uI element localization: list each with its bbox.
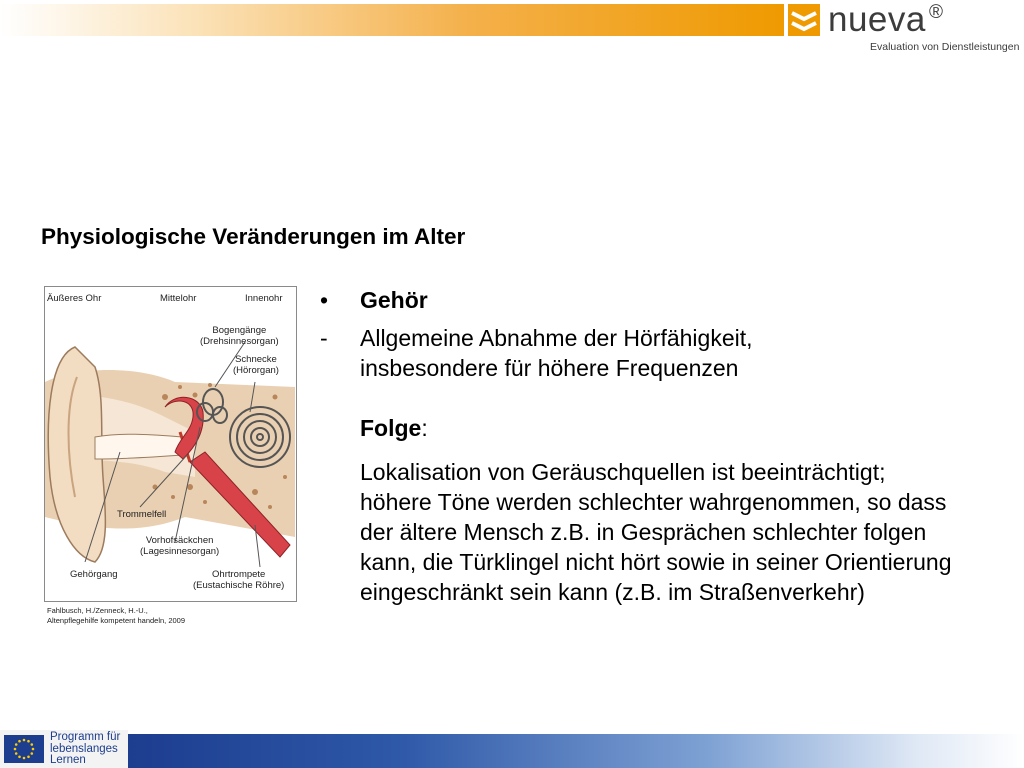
footer-gradient-bar	[128, 734, 1024, 768]
dash-marker: -	[320, 325, 328, 351]
logo-tagline: Evaluation von Dienstleistungen	[870, 41, 1020, 53]
figure-credit-line2: Altenpflegehilfe kompetent handeln, 2009	[47, 616, 186, 625]
figure-credit-line1: Fahlbusch, H./Zenneck, H.-U.,	[47, 606, 148, 615]
nueva-logo-mark-icon	[788, 4, 820, 36]
label-cochlea-line2: (Hörorgan)	[233, 365, 279, 376]
footer-bar	[0, 730, 1024, 768]
consequence-label: Folge	[360, 415, 422, 441]
eu-program-text	[50, 732, 120, 767]
dash-text: Allgemeine Abnahme der Hörfähigkeit, insbesondere für höhere Frequenzen	[360, 325, 753, 381]
label-eustachian	[193, 569, 284, 591]
label-canals-line1: Bogengänge	[212, 325, 267, 336]
header-gradient-bar	[0, 4, 784, 36]
label-canals-line2: (Drehsinnesorgan)	[200, 336, 279, 347]
label-eardrum: Trommelfell	[117, 509, 167, 520]
label-inner-ear: Innenohr	[245, 293, 283, 304]
figure-credit	[47, 606, 185, 626]
eu-program-line1: Programm für	[50, 731, 121, 743]
label-vestibule-line1: Vorhofsäckchen	[145, 535, 214, 546]
consequence-colon: :	[421, 415, 428, 441]
label-vestibule-line2: (Lagesinnesorgan)	[140, 546, 220, 557]
bullet-heading: Gehör	[360, 287, 428, 313]
slide-title: Physiologische Veränderungen im Alter	[41, 224, 466, 249]
label-eustachian-line1: Ohrtrompete	[212, 569, 266, 580]
label-vestibule	[140, 535, 219, 557]
label-middle-ear: Mittelohr	[160, 293, 197, 304]
nueva-logo	[786, 2, 1024, 58]
logo-registered-mark: ®	[929, 2, 943, 23]
eu-flag-icon	[4, 735, 44, 763]
consequence-text: Lokalisation von Geräuschquellen ist beeinträchtigt; höhere Töne werden schlechter wahrgenommen, so dass der ältere Mensch z.B. in Gesprächen schlechter folgen kann, die Türklingel nicht hört sowie in seiner Orientierung eingeschränkt sein kann (z.B. im Straßenverkehr)	[360, 459, 952, 605]
label-canals	[200, 325, 279, 347]
label-ear-canal: Gehörgang	[70, 569, 118, 580]
consequence-heading	[360, 413, 428, 443]
eu-program-line2: lebenslanges	[50, 742, 118, 755]
label-outer-ear: Äußeres Ohr	[47, 293, 102, 304]
eu-program-panel	[0, 730, 128, 768]
eu-program-line3: Lernen	[50, 754, 86, 766]
ear-anatomy-figure	[44, 286, 297, 602]
label-eustachian-line2: (Eustachische Röhre)	[193, 580, 285, 591]
bullet-marker: •	[320, 287, 329, 313]
logo-wordmark: nueva	[828, 0, 926, 39]
label-cochlea	[233, 354, 279, 376]
label-cochlea-line1: Schnecke	[235, 354, 277, 365]
